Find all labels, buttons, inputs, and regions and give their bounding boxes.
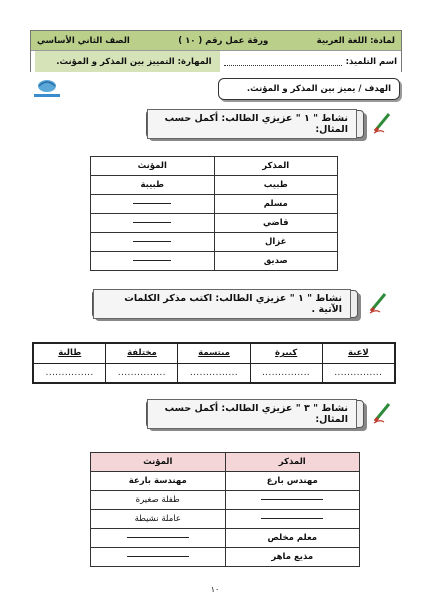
table-row xyxy=(91,214,338,233)
activity2-title-box xyxy=(92,290,358,318)
fem-cell: طفلة صغيرة xyxy=(91,491,226,510)
table-row xyxy=(91,491,360,510)
activity3-title-box xyxy=(146,400,364,428)
worksheet-header xyxy=(30,30,402,72)
skill-label: المهارة: التمييز بين المذكر و المؤنث. xyxy=(35,51,220,72)
column-header-masc: المذكر xyxy=(225,453,360,472)
answer-blank[interactable]: ............... xyxy=(106,363,178,383)
answer-blank[interactable]: ............... xyxy=(250,363,322,383)
word-cell: كبيرة xyxy=(250,343,322,363)
column-header-fem: المؤنث xyxy=(91,157,215,176)
masc-cell: مهندس بارع xyxy=(225,472,360,491)
masc-cell: معلم مخلص xyxy=(225,529,360,548)
table-row xyxy=(91,548,360,567)
masc-cell: صديق xyxy=(214,252,338,271)
table-row xyxy=(91,176,338,195)
table-row xyxy=(91,510,360,529)
header-student-row xyxy=(31,50,401,72)
pencil-icon xyxy=(368,290,390,314)
column-header-masc: المذكر xyxy=(214,157,338,176)
subject-label: لمادة: اللغة العربية xyxy=(316,35,395,46)
word-cell: مبتسمة xyxy=(178,343,250,363)
word-cell: مختلفة xyxy=(106,343,178,363)
sheet-number: ورقة عمل رقم ( ١٠ ) xyxy=(178,35,269,46)
table-row xyxy=(91,233,338,252)
masc-answer-blank[interactable] xyxy=(225,510,360,529)
column-header-fem: المؤنث xyxy=(91,453,226,472)
header-title-row xyxy=(31,31,401,50)
answer-blank[interactable]: ............... xyxy=(33,363,106,383)
fem-answer-blank[interactable] xyxy=(91,548,226,567)
fem-cell: مهندسة بارعة xyxy=(91,472,226,491)
activity2-table xyxy=(32,342,396,384)
answers-row xyxy=(33,363,395,383)
table-row xyxy=(91,529,360,548)
fem-answer-blank[interactable] xyxy=(91,233,215,252)
word-cell: طالبة xyxy=(33,343,106,363)
activity1-table xyxy=(90,156,338,271)
table-header-row xyxy=(91,453,360,472)
activity3-table xyxy=(90,452,360,567)
activity3-title: نشاط " ٣ " عزيزي الطالب: أكمل حسب المثال: xyxy=(147,399,357,429)
answer-blank[interactable]: ............... xyxy=(322,363,395,383)
answer-blank[interactable]: ............... xyxy=(178,363,250,383)
table-row xyxy=(91,472,360,491)
student-name-blank[interactable] xyxy=(224,57,342,66)
grade-label: الصف الثاني الأساسي xyxy=(37,35,130,46)
words-row xyxy=(33,343,395,363)
fem-cell: طبيبة xyxy=(91,176,215,195)
word-cell: لاعبة xyxy=(322,343,395,363)
masc-cell: مذيع ماهر xyxy=(225,548,360,567)
activity1-title: نشاط " ١ " عزيزي الطالب: أكمل حسب المثال: xyxy=(147,109,357,139)
masc-cell: غزال xyxy=(214,233,338,252)
fem-cell: عاملة نشيطة xyxy=(91,510,226,529)
page-number: ١٠ xyxy=(210,585,220,594)
table-header-row xyxy=(91,157,338,176)
activity2-title: نشاط " ١ " عزيزي الطالب: اكتب مذكر الكلمات الآتية . xyxy=(93,289,351,319)
fem-answer-blank[interactable] xyxy=(91,195,215,214)
masc-cell: مسلم xyxy=(214,195,338,214)
pencil-icon xyxy=(372,400,394,424)
fem-answer-blank[interactable] xyxy=(91,529,226,548)
table-row xyxy=(91,195,338,214)
fem-answer-blank[interactable] xyxy=(91,214,215,233)
pencil-icon xyxy=(372,110,394,134)
masc-cell: طبيب xyxy=(214,176,338,195)
table-row xyxy=(91,252,338,271)
student-name-label: اسم التلميذ: xyxy=(345,56,397,67)
activity1-title-box xyxy=(146,110,364,138)
school-logo-icon xyxy=(30,76,64,100)
masc-cell: قاضي xyxy=(214,214,338,233)
goal-box: الهدف / يميز بين المذكر و المؤنث. xyxy=(218,78,400,100)
masc-answer-blank[interactable] xyxy=(225,491,360,510)
fem-answer-blank[interactable] xyxy=(91,252,215,271)
